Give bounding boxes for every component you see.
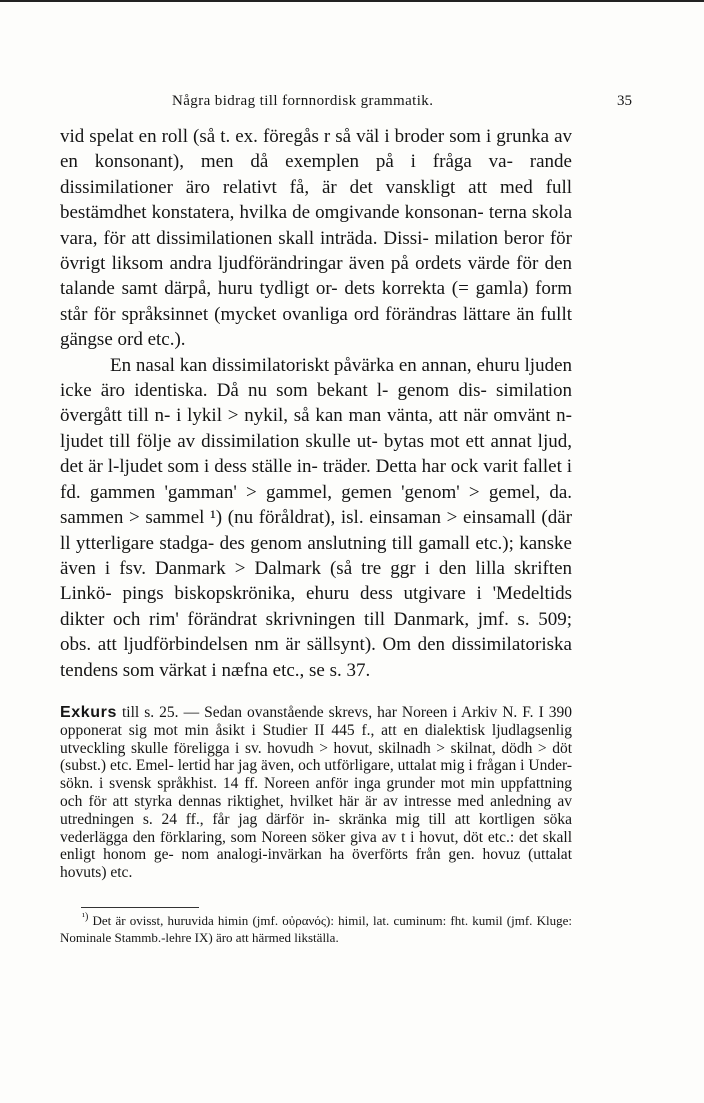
text-line: des genom anslutning till gamall etc.); kanske även i fsv. — [60, 532, 572, 579]
page-top-border — [0, 0, 704, 2]
exkurs-line: lertid har jag även, och utförligare, uttalat mig i frågan i Under- — [177, 757, 573, 775]
text-line: träder. Detta har ock varit fallet i fd. gammen 'gamman' > — [60, 456, 573, 503]
text-line: pings biskopskrönika, ehuru dess utgivare i 'Medeltids dikter — [60, 583, 572, 630]
text-line: milation beror för övrigt liksom andra ljudförändringar även — [60, 227, 573, 275]
paragraph-1 — [60, 124, 572, 353]
exkurs-line: av intresse med anledning av utredningen s. 24 ff., får jag därför in- — [60, 792, 573, 828]
text-line: similation övergått till n- i lykil > nykil, så kan man vänta, — [60, 380, 573, 427]
exkurs-line: Noreen söker giva av t i hovut, döt etc.: det skall enligt honom ge- — [60, 828, 572, 864]
footnote — [60, 912, 572, 946]
exkurs-line: till s. 25. — Sedan ovanstående skrevs, har Noreen i — [122, 704, 457, 721]
main-text — [60, 124, 572, 683]
exkurs-line: Arkiv N. F. I 390 opponerat sig mot min åsikt i Studier II 445 — [60, 704, 573, 739]
page-number: 35 — [617, 93, 632, 109]
exkurs-line: nom analogi-invärkan ha överförts från gen. hovuz (uttalat hovuts) etc. — [60, 846, 572, 882]
text-line: ljuden icke äro identiska. Då nu som bekant l- genom dis- — [60, 354, 573, 402]
footnote-marker: ¹) — [82, 911, 89, 923]
text-line: bytas mot ett annat ljud, det är l-ljudet som i dess ställe in- — [60, 430, 572, 478]
text-line: att ljudförbindelsen nm är sällsynt). Om den dissimilatoriska — [97, 634, 572, 656]
text-line: rande dissimilationer äro relativt få, är det vanskligt att med — [60, 151, 572, 198]
footnote-line: kumil (jmf. Kluge: Nominale Stammb.-lehre IX) äro att härmed likställa. — [60, 913, 572, 945]
exkurs-section — [60, 704, 572, 882]
text-line: En nasal kan dissimilatoriskt påvärka en annan, ehuru — [110, 354, 520, 376]
exkurs-line: f., att en dialektisk ljudlagsenlig utveckling skulle föreligga i — [60, 721, 573, 757]
exkurs-heading: Exkurs — [60, 704, 117, 721]
text-line: full bestämdhet konstatera, hvilka de omgivande konsonan- — [60, 176, 573, 224]
text-line: terna skola vara, för att dissimilationen skall inträda. Dissi- — [60, 202, 572, 249]
text-line: gammel, gemen 'genom' > gemel, da. sammen > sammel ¹) (nu — [60, 481, 573, 529]
exkurs-line: min uppfattning och för att styrka dennas riktighet, hvilket här är — [60, 775, 572, 810]
text-line: på ordets värde för den talande samt därpå, huru tydligt or- — [60, 253, 573, 300]
exkurs-line: sökn. i svensk språkhist. 14 ff. Noreen anför inga grunder mot — [60, 775, 465, 793]
text-line: tendens som värkat i næfna etc., se s. 37. — [60, 659, 371, 681]
footnote-line: Det är ovisst, huruvida himin (jmf. οὐρανός): himil, lat. cuminum: fht. — [92, 913, 469, 928]
text-line: och rim' förändrat skrivningen till Danmark, jmf. s. 509; obs. — [60, 608, 572, 656]
text-line: vid spelat en roll (så t. ex. föregås r så väl i broder som i — [60, 126, 492, 147]
running-title: Några bidrag till fornnordisk grammatik. — [172, 93, 434, 109]
footnote-rule — [81, 907, 199, 908]
text-line: grunka av en konsonant), men då exemplen på i fråga va- — [60, 126, 572, 173]
text-line: dets korrekta (= gamla) form står för språksinnet (mycket — [60, 278, 573, 325]
exkurs-line: skränka mig till att kortligen söka vederlägga den förklaring, som — [60, 810, 573, 846]
paragraph-2 — [60, 353, 572, 683]
text-line: Danmark > Dalmark (så tre ggr i den lilla skriften Linkö- — [60, 557, 573, 605]
text-line: att när omvänt n-ljudet till följe av dissimilation skulle ut- — [60, 405, 573, 452]
text-line: föråldrat), isl. einsaman > einsamall (där ll ytterligare stadga- — [60, 507, 573, 554]
exkurs-line: sv. hovudh > hovut, skilnadh > skilnat, dödh > döt (subst.) etc. Emel- — [60, 739, 573, 775]
text-line: ovanliga ord förändras lättare än fullt gängse ord etc.). — [60, 303, 573, 351]
